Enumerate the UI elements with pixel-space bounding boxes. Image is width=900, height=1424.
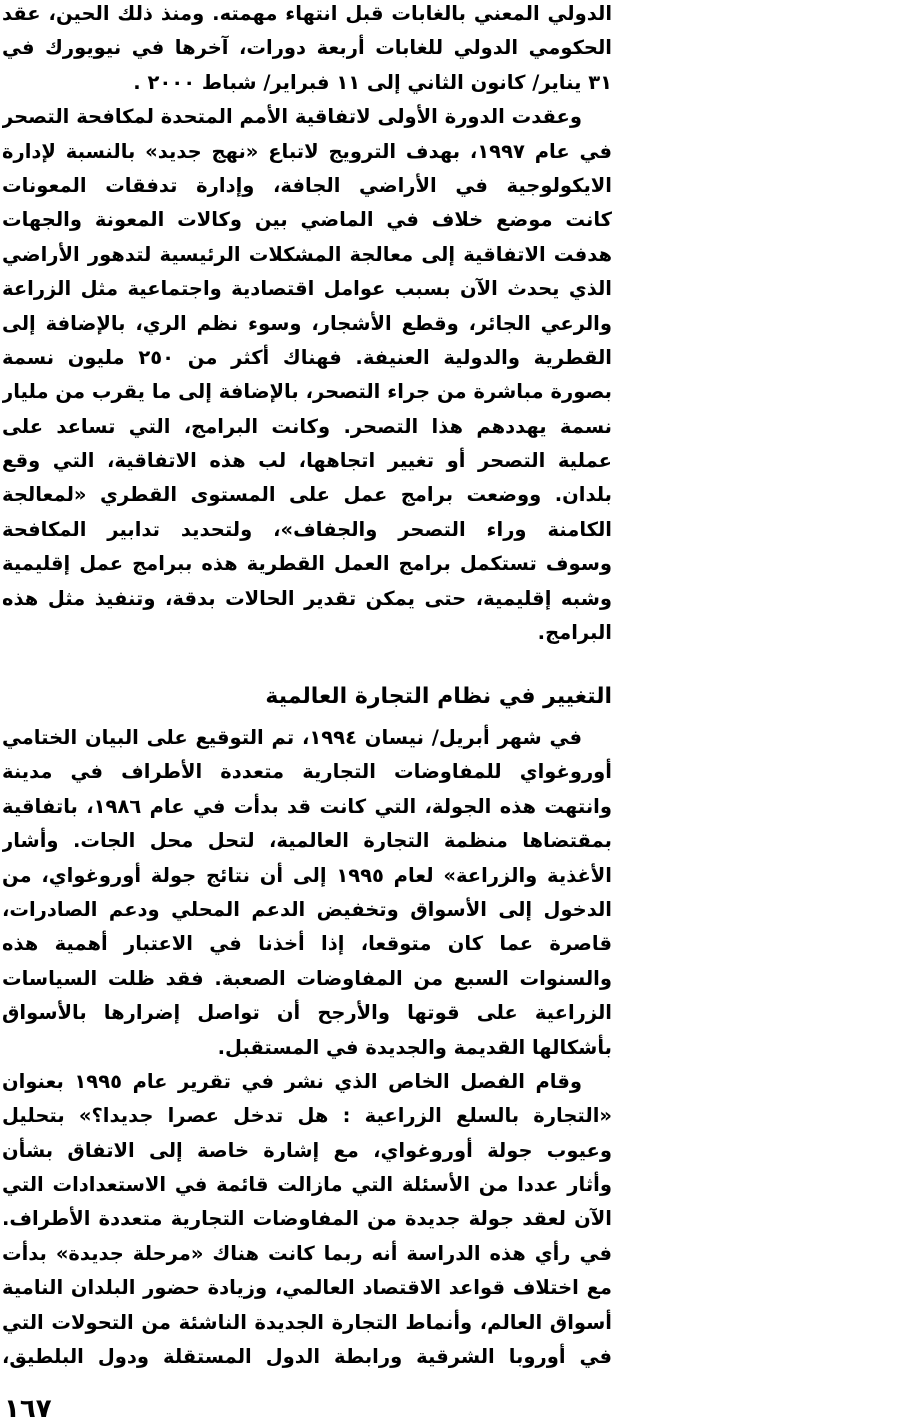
text-line: بأشكالها القديمة والجديدة في المستقبل. <box>217 1035 612 1059</box>
text-line: الذي يحدث الآن بسبب عوامل اقتصادية واجتماعية مثل الزراعة <box>2 277 612 301</box>
text-line: وقام الفصل الخاص الذي نشر في تقرير عام ١٩٩٥ بعنوان <box>2 1069 582 1093</box>
text-line: والرعي الجائر، وقطع الأشجار، وسوء نظم الري، بالإضافة إلى <box>2 311 612 335</box>
text-line: وسوف تستكمل برامج العمل القطرية هذه ببرامج عمل إقليمية <box>2 552 612 576</box>
text-line: الحكومي الدولي للغابات أربعة دورات، آخرها في نيويورك في <box>2 36 612 60</box>
text-line: بصورة مباشرة من جراء التصحر، بالإضافة إلى ما يقرب من مليار <box>2 380 612 404</box>
text-line: «التجارة بالسلع الزراعية : هل تدخل عصرا جديدا؟» بتحليل <box>2 1104 612 1128</box>
text-line: في عام ١٩٩٧، بهدف الترويج لاتباع «نهج جديد» بالنسبة لإدارة <box>2 139 612 163</box>
text-line: وأثار عددا من الأسئلة التي مازالت قائمة في الاستعدادات التي <box>2 1173 612 1197</box>
text-line: وانتهت هذه الجولة، التي كانت قد بدأت في عام ١٩٨٦، باتفاقية <box>2 794 612 818</box>
text-line: أسواق العالم، وأنماط التجارة الجديدة الناشئة من التحولات التي <box>2 1310 612 1334</box>
text-line: في أوروبا الشرقية ورابطة الدول المستقلة ودول البلطيق، <box>2 1345 612 1369</box>
section-heading: التغيير في نظام التجارة العالمية <box>265 684 612 709</box>
text-line: الزراعية على قوتها والأرجح أن تواصل إضرارها بالأسواق <box>2 1001 612 1025</box>
text-line: الايكولوجية في الأراضي الجافة، وإدارة تدفقات المعونات <box>2 173 612 197</box>
text-line: كانت موضع خلاف في الماضي بين وكالات المعونة والجهات <box>2 208 612 232</box>
text-line: وعيوب جولة أوروغواي، مع إشارة خاصة إلى الاتفاق بشأن <box>2 1138 612 1162</box>
page-number: ١٦٧ <box>4 1394 52 1424</box>
text-line: في رأي هذه الدراسة أنه ربما كانت هناك «مرحلة جديدة» بدأت <box>2 1241 612 1265</box>
body-text-block-1 <box>2 0 612 650</box>
text-line: بلدان. ووضعت برامج عمل على المستوى القطري «لمعالجة <box>2 483 612 507</box>
text-line: البرامج. <box>537 621 612 645</box>
text-line: الأغذية والزراعة» لعام ١٩٩٥ إلى أن نتائج جولة أوروغواي، من <box>2 863 612 887</box>
text-line: في شهر أبريل/ نيسان ١٩٩٤، تم التوقيع على البيان الختامي <box>2 726 582 749</box>
text-line: الكامنة وراء التصحر والجفاف»، ولتحديد تدابير المكافحة <box>2 517 612 541</box>
text-line: الآن لعقد جولة جديدة من المفاوضات التجارية متعددة الأطراف. <box>2 1207 612 1231</box>
text-line: مع اختلاف قواعد الاقتصاد العالمي، وزيادة حضور البلدان النامية <box>2 1276 612 1300</box>
text-line: قاصرة عما كان متوقعا، إذا أخذنا في الاعتبار أهمية هذه <box>2 932 612 956</box>
body-text-block-2 <box>2 721 612 1374</box>
text-line: الدولي المعني بالغابات قبل انتهاء مهمته. ومنذ ذلك الحين، عقد <box>2 2 612 25</box>
text-line: والسنوات السبع من المفاوضات الصعبة. فقد ظلت السياسات <box>2 966 612 990</box>
text-line: أوروغواي للمفاوضات التجارية متعددة الأطراف في مدينة <box>2 760 612 784</box>
text-line: القطرية والدولية العنيفة. فهناك أكثر من ٢٥٠ مليون نسمة <box>2 345 612 369</box>
text-line: وشبه إقليمية، حتى يمكن تقدير الحالات بدقة، وتنفيذ مثل هذه <box>2 586 612 610</box>
text-line: ٣١ يناير/ كانون الثاني إلى ١١ فبراير/ شباط ٢٠٠٠ . <box>133 70 612 94</box>
text-line: عملية التصحر أو تغيير اتجاهها، لب هذه الاتفاقية، التي وقع <box>2 449 612 473</box>
text-line: وعقدت الدورة الأولى لاتفاقية الأمم المتحدة لمكافحة التصحر <box>2 105 582 129</box>
text-line: بمقتضاها منظمة التجارة العالمية، لتحل محل الجات. وأشار <box>2 829 612 853</box>
text-line: الدخول إلى الأسواق وتخفيض الدعم المحلي ودعم الصادرات، <box>2 897 612 921</box>
text-line: هدفت الاتفاقية إلى معالجة المشكلات الرئيسية لتدهور الأراضي <box>2 242 612 266</box>
text-line: نسمة يهددهم هذا التصحر. وكانت البرامج، التي تساعد على <box>2 414 612 438</box>
